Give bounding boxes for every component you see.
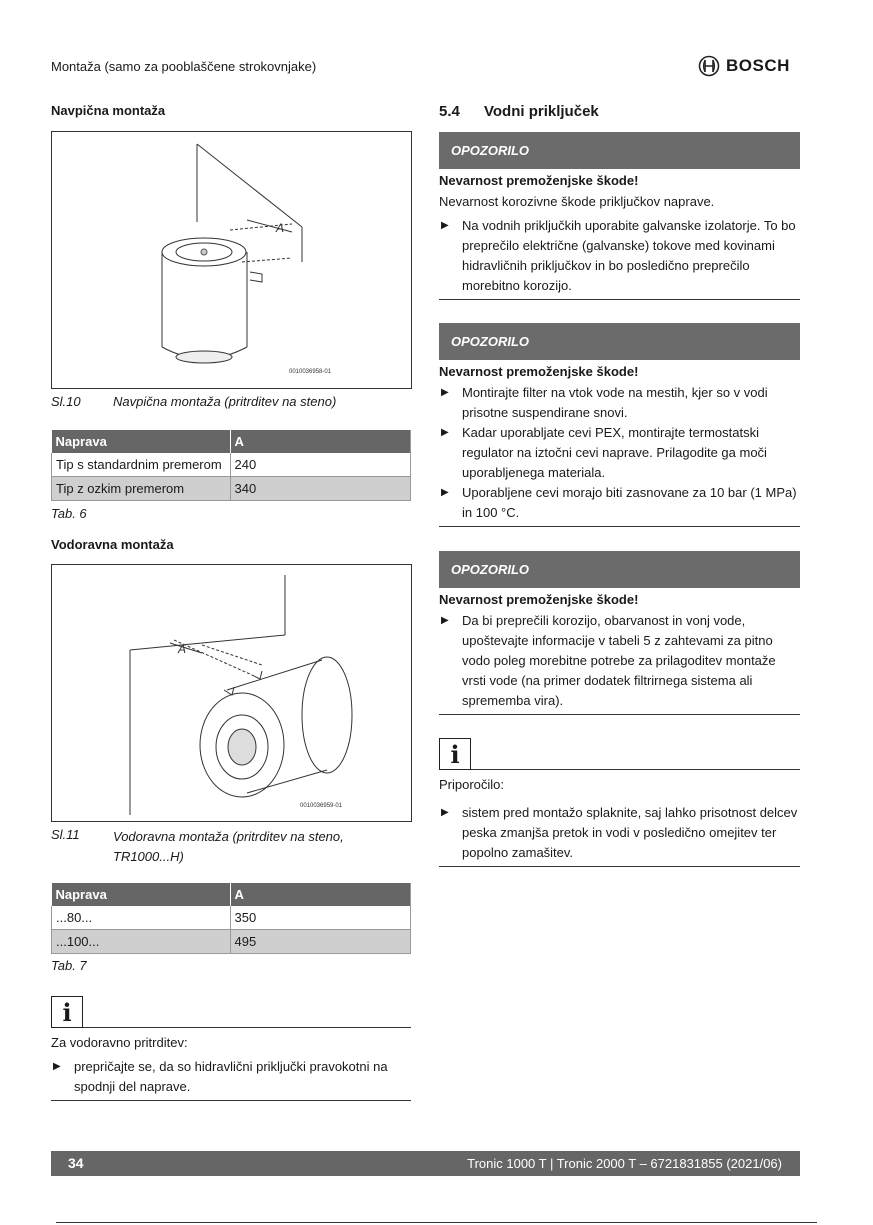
- page-header-title: Montaža (samo za pooblaščene strokovnjake): [51, 59, 317, 74]
- list-item: ▶ Da bi preprečili korozijo, obarvanost in vonj vode, upoštevajte informacije v tabeli 5 z zahtevami za pitno vodo poleg morebitne potrebe za prilagoditev montaže vrsti vode (na primer dodatek filtrirnega sistema ali sprememba vira).: [439, 611, 800, 711]
- table-cell: 495: [230, 930, 411, 954]
- caption-num: Sl.10: [51, 394, 81, 409]
- list-item: ▶ Uporabljene cevi morajo biti zasnovane za 10 bar (1 MPa) in 100 °C.: [439, 483, 800, 523]
- warning-box-2: [439, 323, 800, 527]
- table-6: [51, 430, 411, 501]
- warning-heading: Nevarnost premoženjske škode!: [439, 173, 639, 188]
- bottom-rule: [56, 1222, 817, 1223]
- table-cell: ...80...: [52, 906, 231, 930]
- horizontal-heading: Vodoravna montaža: [51, 537, 174, 552]
- table-header-device: Naprava: [52, 883, 231, 906]
- warning-label: OPOZORILO: [439, 323, 800, 360]
- table-row: [52, 906, 411, 930]
- warning-text: Nevarnost korozivne škode priključkov naprave.: [439, 194, 715, 209]
- caption-num: Sl.11: [51, 827, 80, 842]
- figure-horizontal-mounting: [51, 564, 412, 822]
- warning-label: OPOZORILO: [439, 551, 800, 588]
- caption-text: Vodoravna montaža (pritrditev na steno, TR1000...H): [113, 829, 344, 864]
- horizontal-mounting-drawing: [52, 565, 411, 821]
- warning-heading: Nevarnost premoženjske škode!: [439, 364, 639, 379]
- info-text: Za vodoravno pritrditev:: [51, 1035, 188, 1050]
- table-cell: Tip s standardnim premerom: [52, 453, 231, 477]
- figure-vertical-mounting: [51, 131, 412, 389]
- vertical-mounting-drawing: [52, 132, 411, 388]
- section-title-text: Vodni priključek: [484, 103, 599, 120]
- warning-heading: Nevarnost premoženjske škode!: [439, 592, 639, 607]
- vertical-heading: Navpična montaža: [51, 103, 166, 118]
- figure-caption-11: [51, 827, 411, 867]
- table-cell: Tip z ozkim premerom: [52, 477, 231, 501]
- table-7: [51, 883, 411, 954]
- figure-code-horizontal: 0010036959-01: [300, 803, 343, 809]
- table-cell: 350: [230, 906, 411, 930]
- info-box-left: [51, 996, 411, 1101]
- list-item: ▶ Kadar uporabljate cevi PEX, montirajte termostatski regulator na iztočni cevi naprave. Prilagodite ga moči uporabljenega materiala.: [439, 423, 800, 483]
- table-6-caption: Tab. 6: [51, 506, 87, 521]
- dim-a-label-horizontal: A: [178, 642, 187, 656]
- table-row: [52, 453, 411, 477]
- bosch-logo: [698, 55, 790, 77]
- figure-caption-10: [51, 394, 411, 409]
- info-box-right: [439, 738, 800, 867]
- brand-name: BOSCH: [726, 56, 790, 75]
- page-number: 34: [68, 1155, 84, 1171]
- bosch-armature-icon: [698, 55, 720, 77]
- list-item: ▶ Montirajte filter na vtok vode na mestih, kjer so v vodi prisotne suspendirane snovi.: [439, 383, 800, 423]
- table-7-caption: Tab. 7: [51, 958, 87, 973]
- dim-a-label-vertical: A: [276, 221, 285, 235]
- info-icon: i: [439, 738, 471, 770]
- figure-code-vertical: 0010036958-01: [289, 369, 332, 375]
- warning-label: OPOZORILO: [439, 132, 800, 169]
- table-cell: ...100...: [52, 930, 231, 954]
- table-cell: 240: [230, 453, 411, 477]
- section-number: 5.4: [439, 103, 460, 120]
- warning-box-1: [439, 132, 800, 300]
- table-header-device: Naprava: [52, 430, 231, 453]
- table-header-a: A: [230, 883, 411, 906]
- list-item: ▶ Na vodnih priključkih uporabite galvanske izolatorje. To bo preprečilo električne (galvanske) tokove med kovinami hidravličnih priključkov in bo posledično preprečilo morebitno korozijo.: [439, 216, 800, 296]
- warning-box-3: [439, 551, 800, 715]
- table-row: [52, 930, 411, 954]
- page-footer: [51, 1151, 800, 1176]
- caption-text: Navpična montaža (pritrditev na steno): [113, 394, 337, 409]
- section-title: [439, 103, 599, 120]
- table-row: [52, 477, 411, 501]
- list-item: ▶ sistem pred montažo splaknite, saj lahko prisotnost delcev peska zmanjša pretok in vodi v posledično omejitev ter popolno zamašitev.: [439, 803, 800, 863]
- info-icon: i: [51, 996, 83, 1028]
- document-id: Tronic 1000 T | Tronic 2000 T – 6721831855 (2021/06): [467, 1156, 782, 1171]
- table-header-a: A: [230, 430, 411, 453]
- list-item: ▶ prepričajte se, da so hidravlični priključki pravokotni na spodnji del naprave.: [51, 1057, 411, 1097]
- table-cell: 340: [230, 477, 411, 501]
- info-text: Priporočilo:: [439, 777, 505, 792]
